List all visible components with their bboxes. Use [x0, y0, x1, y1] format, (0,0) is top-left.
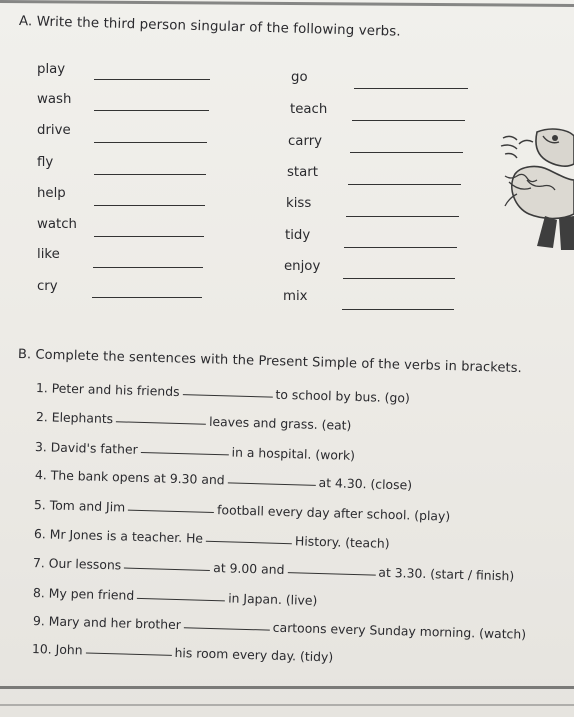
sentence-text: football every day after school. (play)	[216, 502, 451, 524]
verb-kiss: kiss	[286, 196, 312, 211]
bottom-rule-line	[0, 686, 574, 689]
sentence-5	[34, 497, 451, 524]
verb-teach: teach	[290, 102, 328, 117]
sentence-text: Elephants	[51, 409, 114, 427]
sentence-number: 3.	[34, 439, 48, 455]
sentence-number: 9.	[32, 613, 46, 629]
sentence-text: The bank opens at 9.30 and	[50, 467, 225, 488]
sentence-10	[32, 641, 334, 664]
sentence-text: Our lessons	[48, 555, 122, 573]
answer-blank[interactable]	[116, 420, 206, 425]
answer-blank[interactable]	[228, 481, 316, 485]
sentence-2	[36, 409, 352, 433]
top-edge-line	[0, 0, 574, 7]
answer-blank-kiss[interactable]	[346, 216, 459, 217]
answer-blank[interactable]	[124, 567, 210, 571]
answer-blank-wash[interactable]	[94, 110, 209, 111]
answer-blank-start[interactable]	[348, 184, 461, 185]
sentence-text: Mr Jones is a teacher. He	[49, 526, 204, 546]
sentence-9	[33, 613, 526, 642]
answer-blank-go[interactable]	[354, 88, 468, 89]
sentence-text: at 9.00 and	[213, 560, 285, 578]
sentence-text: at 3.30. (start / finish)	[378, 564, 515, 584]
section-a-heading: A. Write the third person singular of the following verbs.	[18, 14, 401, 40]
answer-blank[interactable]	[137, 597, 225, 601]
answer-blank[interactable]	[206, 540, 292, 544]
sentence-text: My pen friend	[48, 585, 135, 603]
verb-watch: watch	[37, 217, 77, 232]
sentence-text: David's father	[50, 439, 138, 457]
sentence-number: 4.	[34, 467, 48, 483]
answer-blank-tidy[interactable]	[344, 247, 457, 248]
sentence-number: 2.	[35, 409, 49, 425]
verb-fly: fly	[37, 155, 54, 170]
verb-carry: carry	[288, 134, 323, 149]
verb-play: play	[37, 62, 66, 77]
sentence-text: Mary and her brother	[48, 613, 182, 633]
sentence-text: John	[55, 641, 83, 658]
answer-blank-teach[interactable]	[352, 120, 465, 121]
answer-blank[interactable]	[128, 509, 214, 513]
sentence-number: 1.	[35, 380, 49, 396]
sentence-number: 10.	[31, 641, 52, 657]
sentence-7	[33, 555, 515, 583]
sentence-3	[35, 439, 355, 463]
sentence-number: 5.	[33, 497, 47, 513]
verb-tidy: tidy	[285, 228, 311, 243]
verb-help: help	[37, 186, 66, 201]
sentence-text: cartoons every Sunday morning. (watch)	[272, 619, 527, 642]
answer-blank-mix[interactable]	[342, 309, 454, 310]
sentence-text: leaves and grass. (eat)	[208, 413, 352, 433]
answer-blank-help[interactable]	[94, 205, 205, 206]
answer-blank-fly[interactable]	[94, 174, 206, 175]
sentence-4	[35, 467, 412, 493]
sentence-text: his room every day. (tidy)	[174, 644, 334, 665]
verb-enjoy: enjoy	[284, 259, 321, 274]
sentence-text: to school by bus. (go)	[275, 386, 411, 406]
answer-blank-drive[interactable]	[94, 142, 207, 143]
sentence-6	[34, 526, 390, 551]
verb-wash: wash	[37, 92, 72, 107]
verb-start: start	[287, 165, 318, 180]
verb-go: go	[291, 70, 308, 85]
cartoon-mascot-illustration	[497, 124, 574, 256]
sentence-text: History. (teach)	[294, 533, 390, 551]
sentence-number: 6.	[33, 526, 47, 542]
section-b-heading: B. Complete the sentences with the Present Simple of the verbs in brackets.	[17, 347, 523, 377]
sentence-text: in Japan. (live)	[227, 590, 318, 608]
sentence-text: Peter and his friends	[51, 380, 180, 400]
verb-cry: cry	[37, 279, 58, 294]
answer-blank[interactable]	[86, 651, 172, 655]
answer-blank[interactable]	[184, 626, 270, 630]
verb-like: like	[37, 247, 60, 262]
answer-blank-carry[interactable]	[350, 152, 463, 153]
verb-drive: drive	[37, 123, 71, 138]
sentence-8	[33, 585, 318, 608]
sentence-text: Tom and Jim	[49, 497, 126, 515]
sentence-text: in a hospital. (work)	[231, 444, 356, 463]
bottom-rule-line-secondary	[0, 704, 574, 706]
sentence-text: at 4.30. (close)	[318, 474, 413, 493]
answer-blank[interactable]	[141, 451, 229, 455]
verb-mix: mix	[283, 289, 308, 304]
answer-blank-enjoy[interactable]	[343, 278, 455, 279]
answer-blank-play[interactable]	[94, 79, 210, 80]
sentence-number: 7.	[32, 555, 46, 571]
answer-blank[interactable]	[182, 393, 272, 398]
answer-blank-cry[interactable]	[92, 297, 202, 298]
sentence-number: 8.	[32, 585, 46, 601]
sentence-1	[36, 380, 410, 405]
answer-blank-watch[interactable]	[94, 236, 204, 237]
answer-blank-like[interactable]	[93, 267, 203, 268]
answer-blank[interactable]	[287, 571, 375, 575]
